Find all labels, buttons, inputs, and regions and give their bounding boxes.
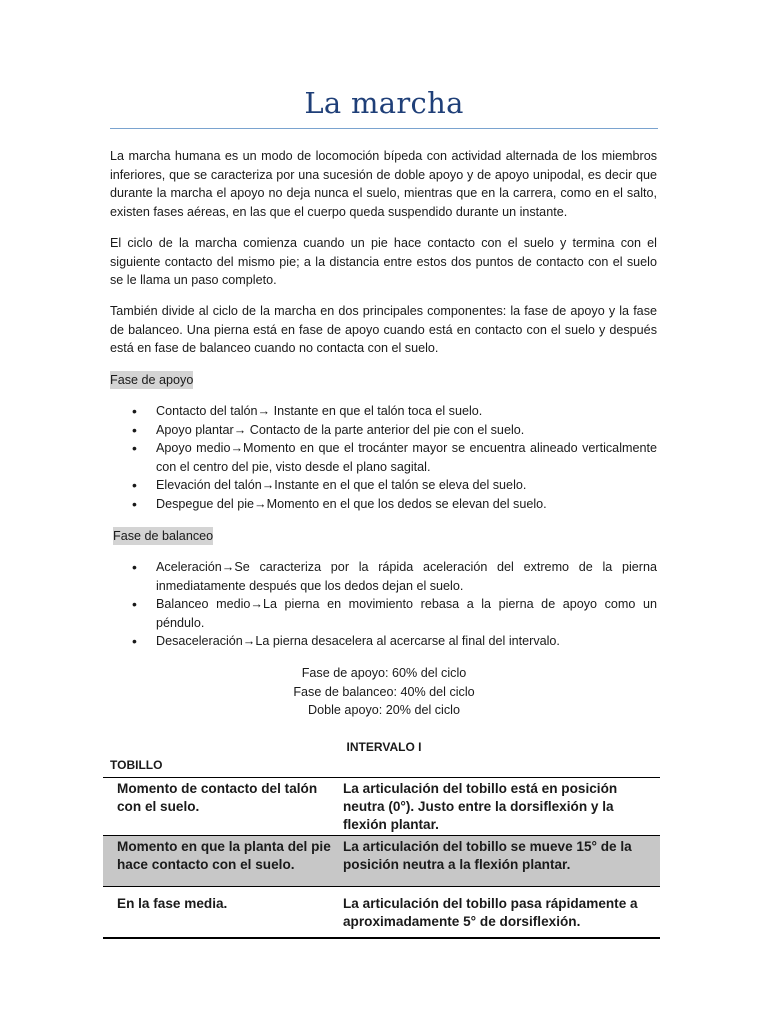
list-item (110, 632, 657, 651)
list-item-text: Contacto del talón→ Instante en que el talón toca el suelo. (156, 404, 483, 418)
paragraph-intro: La marcha humana es un modo de locomoción bípeda con actividad alternada de los miembros inferiores, que se caracteriza por una sucesión de doble apoyo y de apoyo unipodal, es decir que durante la marcha el apoyo no deja nunca el suelo, mientras que en la carrera, como en el salto, existen fases aéreas, en las que el cuerpo queda suspendido durante un instante. (110, 149, 657, 219)
table-cell-description: La articulación del tobillo pasa rápidamente a aproximadamente 5° de dorsiflexión. (343, 896, 638, 929)
list-item (110, 476, 657, 495)
bullet-icon: • (132, 421, 137, 438)
table-cell-description: La articulación del tobillo se mueve 15° de la posición neutra a la flexión plantar. (343, 839, 632, 872)
section-heading-fase-balanceo: Fase de balanceo (113, 529, 214, 543)
list-item (110, 421, 657, 440)
paragraph-cycle: El ciclo de la marcha comienza cuando un pie hace contacto con el suelo y termina con el siguiente contacto del mismo pie; a la distancia entre estos dos puntos de contacto con el suelo se le llama un paso completo. (110, 236, 657, 288)
list-item (110, 439, 657, 476)
bullet-icon: • (132, 559, 137, 575)
table-cell-moment: Momento en que la planta del pie hace contacto con el suelo. (117, 839, 331, 872)
bullet-icon: • (132, 403, 137, 419)
table-cell-moment: En la fase media. (117, 896, 228, 911)
page-title: La marcha (304, 86, 464, 120)
list-item (110, 595, 657, 632)
list-item (110, 402, 657, 421)
list-item-text: Balanceo medio→La pierna en movimiento rebasa a la pierna de apoyo como un péndulo. (156, 597, 657, 630)
table-cell-moment: Momento de contacto del talón con el suelo. (117, 781, 318, 814)
table-cell-description: La articulación del tobillo está en posición neutra (0°). Justo entre la dorsiflexión y la flexión plantar. (343, 781, 618, 832)
table-row (103, 887, 660, 937)
list-item-text: Desaceleración→La pierna desacelera al acercarse al final del intervalo. (156, 634, 560, 649)
bullet-icon: • (132, 633, 137, 650)
list-fase-balanceo (110, 558, 657, 651)
stat-fase-apoyo: Fase de apoyo: 60% del ciclo (301, 666, 467, 680)
list-item (110, 495, 657, 514)
list-item-text: Aceleración→Se caracteriza por la rápida aceleración del extremo de la pierna inmediatamente después que los dedos dejan el suelo. (156, 560, 657, 593)
list-item (110, 558, 657, 595)
joint-label: TOBILLO (110, 758, 163, 772)
section-heading-fase-apoyo: Fase de apoyo (110, 373, 194, 387)
ankle-interval-table (103, 777, 660, 939)
table-row (103, 778, 660, 836)
stat-fase-balanceo: Fase de balanceo: 40% del ciclo (293, 684, 475, 699)
bullet-icon: • (132, 495, 137, 512)
list-item-text: Apoyo plantar→ Contacto de la parte anterior del pie con el suelo. (156, 422, 525, 437)
title-underline (110, 128, 658, 129)
bullet-icon: • (132, 440, 137, 457)
list-item-text: Apoyo medio→Momento en que el trocánter mayor se encuentra alineado verticalmente con el centro del pie, visto desde el plano sagital. (156, 441, 657, 474)
table-row (103, 836, 660, 887)
paragraph-components: También divide al ciclo de la marcha en dos principales componentes: la fase de apoyo y la fase de balanceo. Una pierna está en fase de apoyo cuando está en contacto con el suelo y después está en fase de balanceo cuando no contacta con el suelo. (110, 304, 657, 356)
bullet-icon: • (132, 477, 137, 494)
interval-title: INTERVALO I (346, 740, 422, 754)
list-item-text: Elevación del talón→Instante en el que el talón se eleva del suelo. (156, 478, 527, 493)
list-item-text: Despegue del pie→Momento en el que los dedos se elevan del suelo. (156, 496, 547, 511)
bullet-icon: • (132, 596, 137, 613)
cycle-percentages (0, 664, 768, 720)
stat-doble-apoyo: Doble apoyo: 20% del ciclo (308, 703, 460, 718)
list-fase-apoyo (110, 402, 657, 514)
